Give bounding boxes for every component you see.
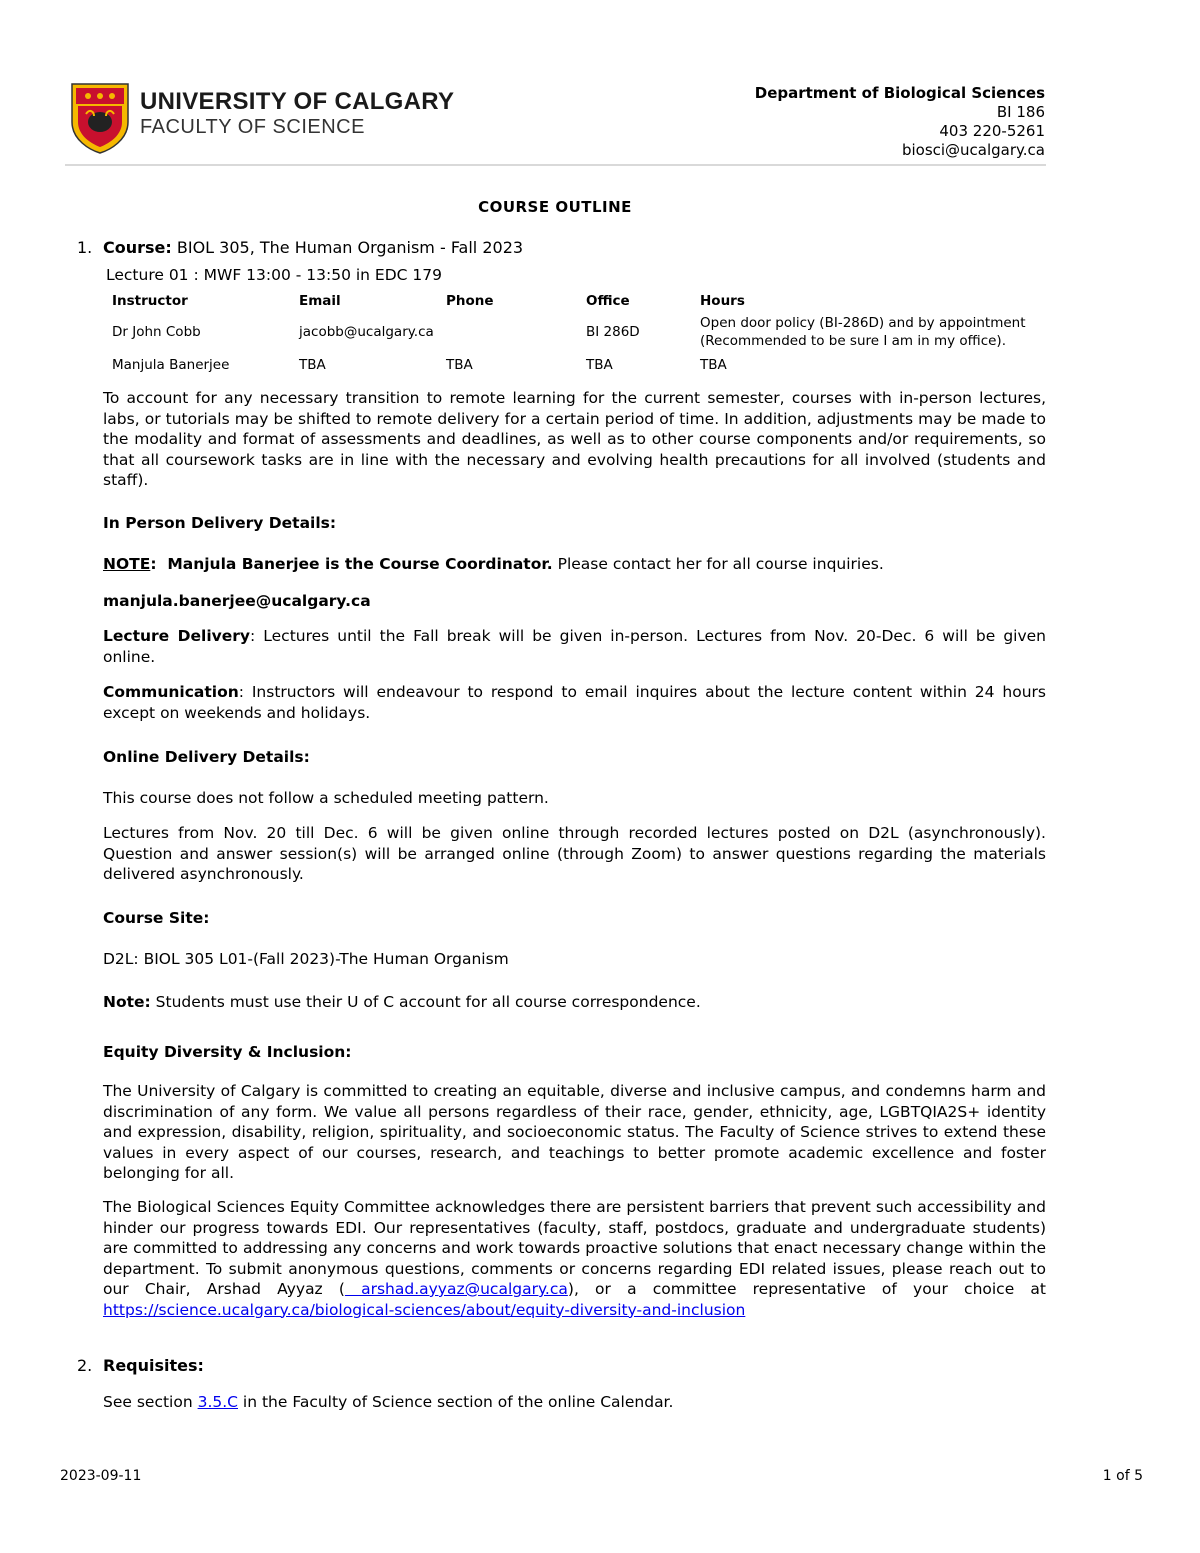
- communication-label: Communication: [103, 683, 239, 701]
- table-cell: BI 286D: [586, 324, 640, 340]
- department-name: Department of Biological Sciences: [754, 84, 1045, 102]
- page-title: COURSE OUTLINE: [478, 198, 632, 216]
- chair-email-link[interactable]: arshad.ayyaz@ucalgary.ca: [344, 1280, 568, 1298]
- table-row: [112, 312, 1050, 352]
- account-note: Note: Students must use their U of C account for all course correspondence.: [103, 993, 701, 1011]
- table-header: Hours: [700, 293, 745, 309]
- table-cell: Dr John Cobb: [112, 324, 201, 340]
- table-header: Phone: [446, 293, 494, 309]
- instructor-table: [112, 290, 1050, 378]
- table-cell: [446, 312, 586, 352]
- faculty-name: FACULTY OF SCIENCE: [140, 116, 365, 138]
- department-contact: [755, 84, 1045, 160]
- edi-website-link[interactable]: https://science.ucalgary.ca/biological-sciences/about/equity-diversity-and-inclusion: [103, 1300, 746, 1319]
- table-cell: TBA: [586, 357, 613, 373]
- course-label: Course:: [103, 238, 172, 257]
- edi-heading: Equity Diversity & Inclusion:: [103, 1043, 352, 1061]
- lecture-delivery-label: Lecture Delivery: [103, 627, 251, 645]
- note-label: NOTE: [103, 555, 151, 573]
- page-number: 1 of 5: [1102, 1468, 1143, 1484]
- table-cell: Open door policy (BI-286D) and by appointment (Recommended to be sure I am in my office).: [700, 315, 1026, 349]
- edi-paragraph-1: The University of Calgary is committed to creating an equitable, diverse and inclusive campus, and condemns harm and discrimination of any form. We value all persons regardless of their race, gender, ethnicity, age, LGBTQIA2S+ identity and expression, disability, religion, spirituality, and socioeconomic status. The Faculty of Science strives to extend these values in every aspect of our courses, research, and teachings to better promote academic excellence and foster belonging for all.: [103, 1082, 1046, 1182]
- communication: Communication: Instructors will endeavour to respond to email inquires about the lecture content within 24 hours except on weekends and holidays.: [103, 683, 1046, 722]
- table-header: Instructor: [112, 293, 188, 309]
- footer-date: 2023-09-11: [60, 1468, 142, 1484]
- coordinator-email[interactable]: manjula.banerjee@ucalgary.ca: [103, 592, 371, 610]
- course-name: BIOL 305, The Human Organism - Fall 2023: [171, 238, 524, 257]
- calendar-section-link[interactable]: 3.5.C: [197, 1393, 238, 1411]
- lecture-schedule: Lecture 01 : MWF 13:00 - 13:50 in EDC 179: [106, 266, 442, 284]
- d2l-site: D2L: BIOL 305 L01-(Fall 2023)-The Human Organism: [103, 950, 509, 968]
- university-name: UNIVERSITY OF CALGARY: [140, 88, 455, 115]
- transition-paragraph: To account for any necessary transition to remote learning for the current semester, courses with in-person lectures, labs, or tutorials may be shifted to remote delivery for a certain period of time. In addition, adjustments may be made to the modality and format of assessments and deadlines, as well as to other course components and/or requirements, so that all coursework tasks are in line with the necessary and evolving health precautions for all involved (students and staff).: [103, 389, 1046, 489]
- department-email: biosci@ucalgary.ca: [901, 141, 1045, 159]
- table-row: [112, 352, 1050, 378]
- course-site-heading: Course Site:: [103, 909, 210, 927]
- lecture-delivery: Lecture Delivery: Lectures until the Fall break will be given in-person. Lectures from Nov. 20-Dec. 6 will be given online.: [103, 627, 1046, 666]
- table-cell: TBA: [299, 357, 326, 373]
- coordinator-instruction: Please contact her for all course inquiries.: [552, 555, 884, 573]
- coordinator-statement: Manjula Banerjee is the Course Coordinator.: [167, 555, 553, 573]
- table-cell: Manjula Banerjee: [112, 357, 230, 373]
- department-room: BI 186: [996, 103, 1045, 121]
- table-cell: jacobb@ucalgary.ca: [299, 324, 434, 340]
- edi-paragraph-2: The Biological Sciences Equity Committee acknowledges there are persistent barriers that prevent such accessibility and hinder our progress towards EDI. Our representatives (faculty, staff, postdocs, graduate and undergraduate students) are committed to addressing any concerns and work towards proactive solutions that enact necessary change within the department. To submit anonymous questions, comments or concerns regarding EDI related issues, please reach out to our Chair, Arshad Ayyaz ( arshad.ayyaz@ucalgary.ca), or a committee representative of your choice at https://science.ucalgary.ca/biological-sciences/about/equity-diversity-and-inclusion: [103, 1198, 1046, 1319]
- university-shield-logo: [70, 82, 130, 154]
- section-2-number: 2.: [77, 1356, 93, 1375]
- table-cell: TBA: [700, 357, 727, 373]
- requisites-text: See section 3.5.C in the Faculty of Science section of the online Calendar.: [103, 1393, 674, 1411]
- department-phone: 403 220-5261: [939, 122, 1045, 140]
- table-header: Email: [299, 293, 341, 309]
- section-1-course: [103, 238, 523, 257]
- header-divider: [65, 164, 1046, 166]
- online-lectures: Lectures from Nov. 20 till Dec. 6 will be given online through recorded lectures posted on D2L (asynchronously). Question and answer session(s) will be arranged online (through Zoom) to answer questions regarding the materials delivered asynchronously.: [103, 824, 1046, 883]
- meeting-pattern: This course does not follow a scheduled meeting pattern.: [103, 789, 549, 807]
- in-person-heading: In Person Delivery Details:: [103, 514, 337, 532]
- account-note-label: Note:: [103, 993, 151, 1011]
- online-heading: Online Delivery Details:: [103, 748, 310, 766]
- table-header: Office: [586, 293, 630, 309]
- coordinator-note: NOTE: Manjula Banerjee is the Course Coordinator. Please contact her for all course inquiries.: [103, 555, 884, 573]
- section-1-number: 1.: [77, 238, 93, 257]
- table-header-row: [112, 290, 1050, 312]
- table-cell: TBA: [446, 357, 473, 373]
- requisites-heading: Requisites:: [103, 1356, 204, 1375]
